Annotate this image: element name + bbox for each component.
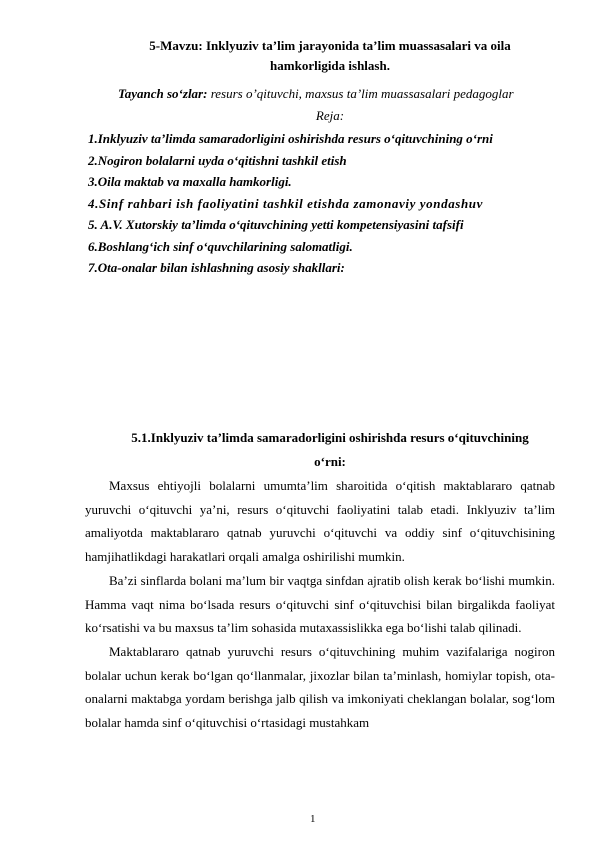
plan-list xyxy=(88,128,558,279)
body-text xyxy=(85,474,555,735)
paragraph: Maxsus ehtiyojli bolalarni umumta’lim sharoitida o‘qitish maktablararo qatnab yuruvchi o‘qituvchi ya’ni, resurs o‘qituvchi faoliyatini talab etadi. Inklyuziv ta’lim amaliyotda maktablararo qatnab yuruvchi o‘qituvchi va oddiy sinf o‘qituvchisining hamjihatlikdagi harakatlari orqali amalga oshirilishi mumkin. xyxy=(85,478,555,565)
topic-title-line2: hamkorligida ishlash. xyxy=(270,58,390,73)
section-heading-line1: 5.1.Inklyuziv ta’limda samaradorligini oshirishda resurs o‘qituvchining xyxy=(131,430,529,445)
section-heading-line2: o‘rni: xyxy=(314,454,346,469)
keywords-line xyxy=(118,84,558,104)
plan-heading: Reja: xyxy=(315,108,345,123)
paragraph: Ba’zi sinflarda bolani ma’lum bir vaqtga sinfdan ajratib olish kerak bo‘lishi mumkin. Hamma vaqt nima bo‘lsada resurs o‘qituvchi sinf o‘qituvchisi bilan birgalikda faoliyat ko‘rsatishi va bu maxsus ta’lim sohasida mutaxassislikka ega bo‘lishi talab qilinadi. xyxy=(85,572,555,636)
plan-item: 1.Inklyuziv ta’limda samaradorligini oshirishda resurs o‘qituvchining o‘rni xyxy=(88,131,493,146)
topic-title-line1: 5-Mavzu: Inklyuziv ta’lim jarayonida ta’lim muassasalari va oila xyxy=(149,38,511,53)
plan-item: 4.Sinf rahbari ish faoliyatini tashkil etishda zamonaviy yondashuv xyxy=(88,195,483,211)
plan-item: 2.Nogiron bolalarni uyda o‘qitishni tashkil etish xyxy=(88,152,347,168)
keywords-label: Tayanch so‘zlar: xyxy=(118,86,208,101)
plan-item: 6.Boshlang‘ich sinf o‘quvchilarining salomatligi. xyxy=(88,238,353,254)
section-heading xyxy=(100,426,560,474)
page-number: 1 xyxy=(310,813,316,825)
topic-title xyxy=(100,36,560,76)
plan-item: 5. A.V. Xutorskiy ta’limda o‘qituvchining yetti kompetensiyasini tafsifi xyxy=(88,217,464,232)
keywords-text: resurs o’qituvchi, maxsus ta’lim muassasalari pedagoglar xyxy=(207,86,514,101)
paragraph: Maktablararo qatnab yuruvchi resurs o‘qituvchining muhim vazifalariga nogiron bolalar uchun kerak bo‘lgan qo‘llanmalar, jixozlar bilan ta’minlash, homiylar topish, ota-onalarni maktabga yordam berishga jalb qilish va imkoniyati cheklangan bolalar, sog‘lom bolalar hamda sinf o‘qituvchisi o‘rtasidagi mustahkam xyxy=(85,643,555,731)
plan-item: 3.Oila maktab va maxalla hamkorligi. xyxy=(88,174,292,189)
plan-item: 7.Ota-onalar bilan ishlashning asosiy shakllari: xyxy=(88,260,345,275)
